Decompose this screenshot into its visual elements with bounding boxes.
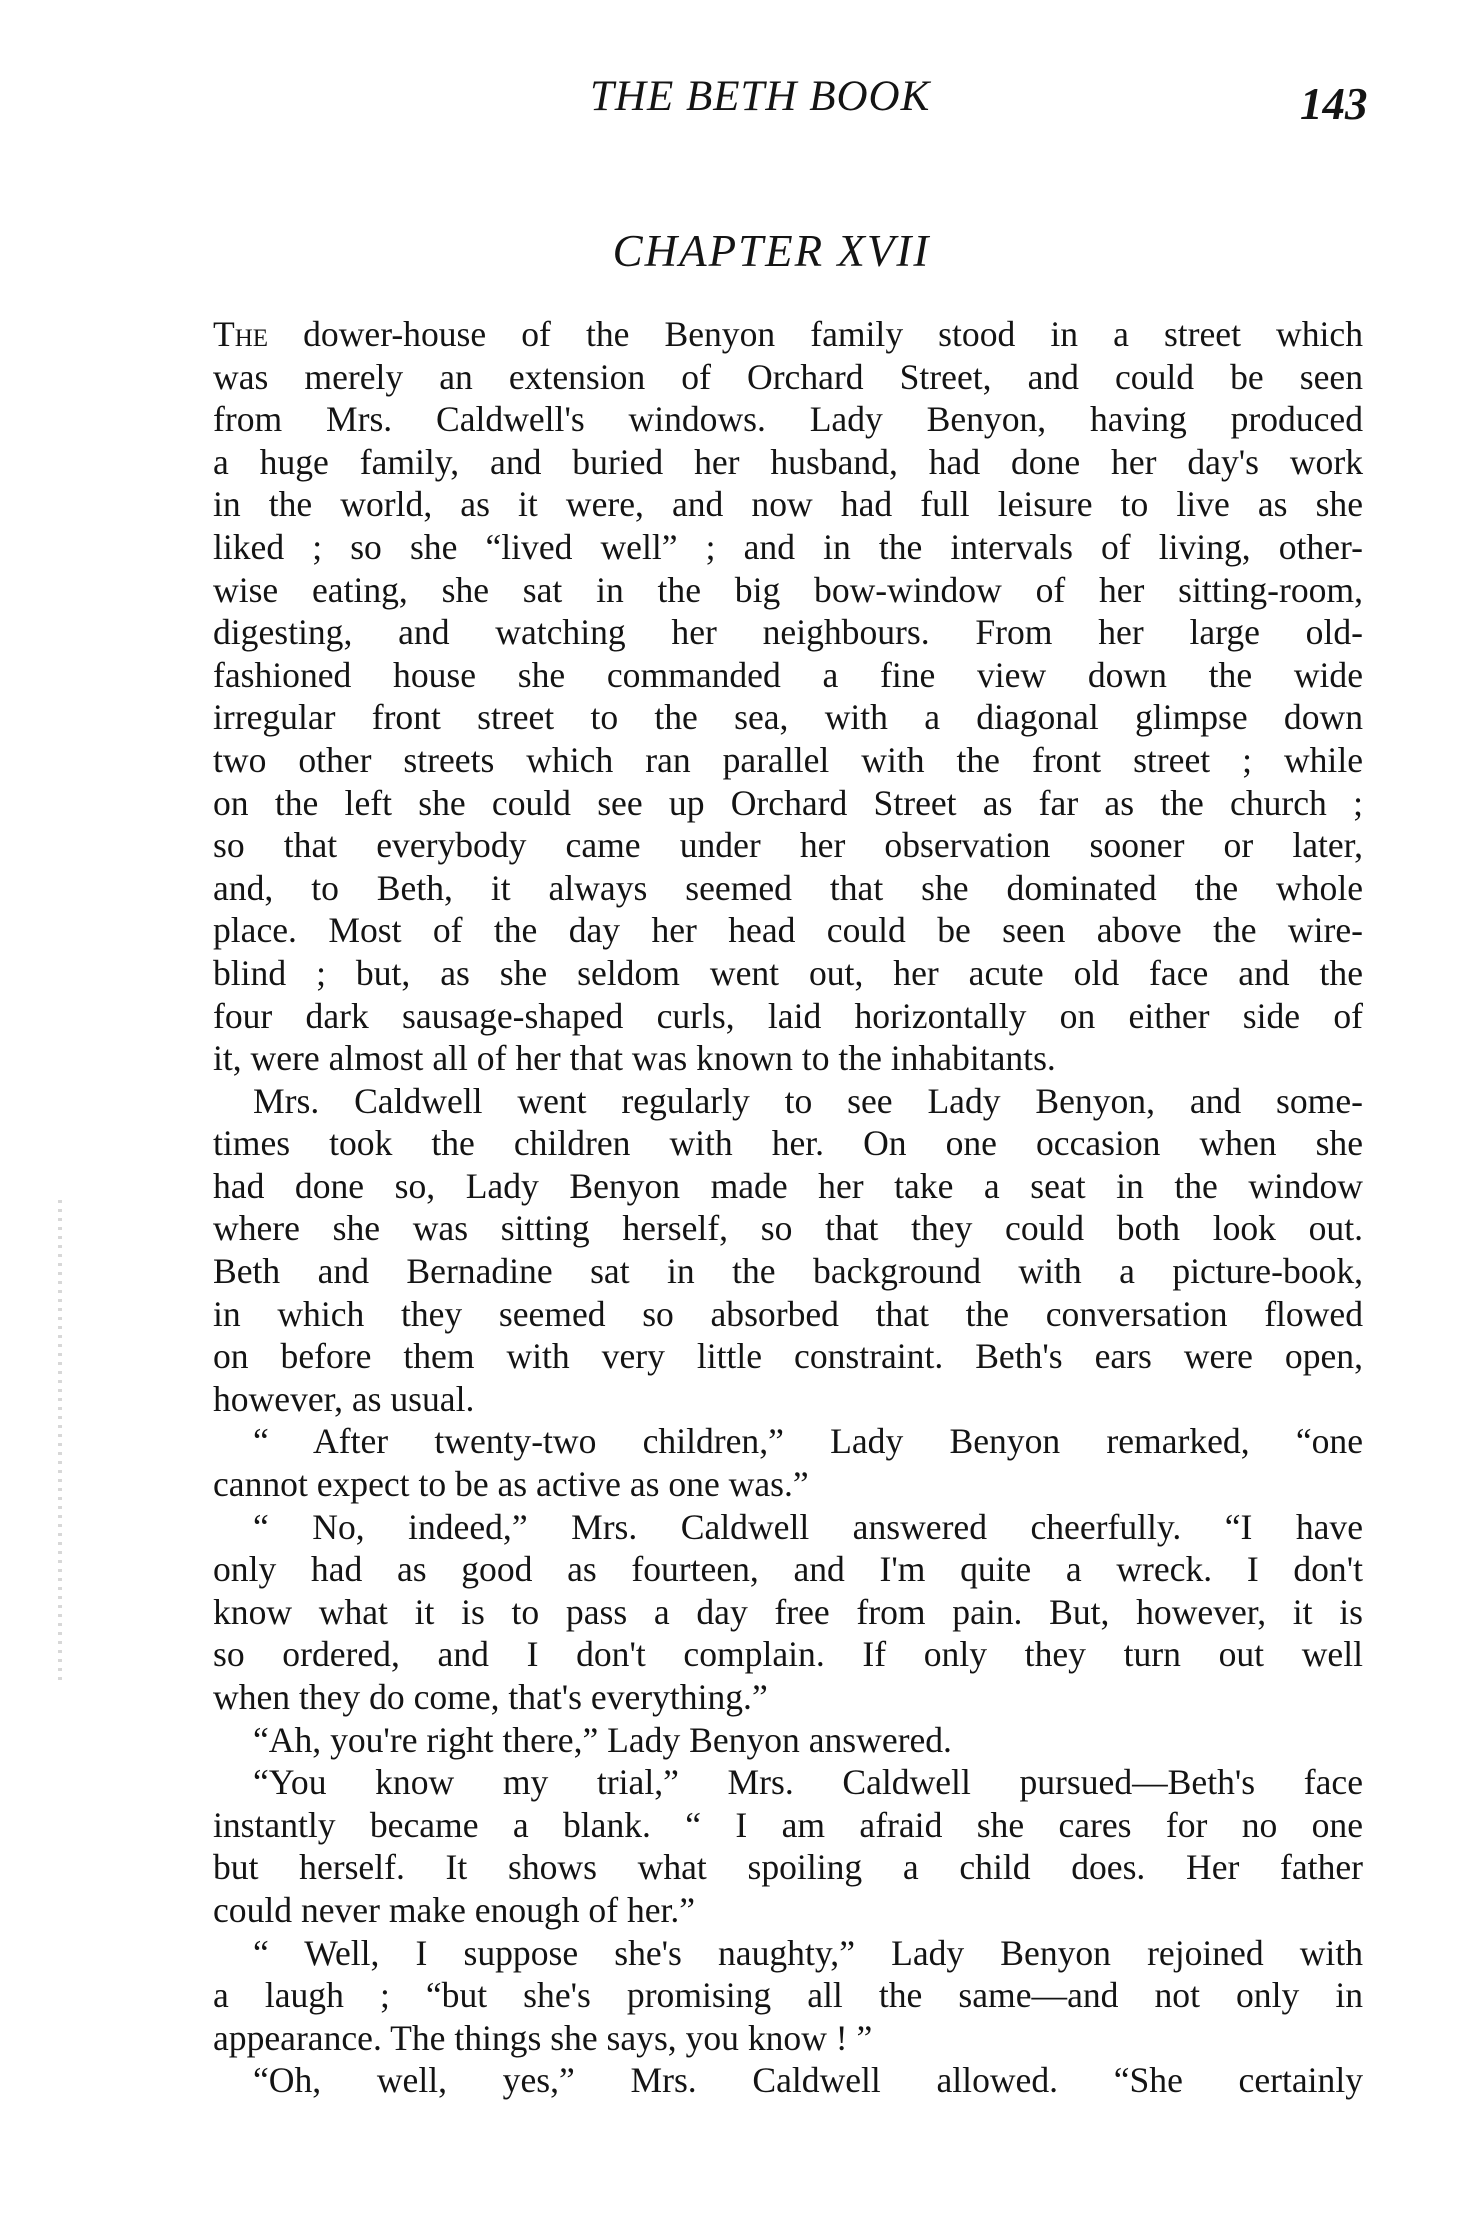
text-line: so that everybody came under her observation sooner or later, xyxy=(213,825,1363,866)
text-line: “ Well, I suppose she's naughty,” Lady Benyon rejoined with xyxy=(253,1932,1363,1973)
running-title: THE BETH BOOK xyxy=(590,73,931,120)
text-line: only had as good as fourteen, and I'm quite a wreck. I don't xyxy=(213,1549,1363,1590)
text-line: place. Most of the day her head could be seen above the wire- xyxy=(213,910,1363,951)
page-number: 143 xyxy=(1300,79,1368,129)
text-line: Mrs. Caldwell went regularly to see Lady Benyon, and some- xyxy=(253,1080,1363,1121)
text-line: digesting, and watching her neighbours. From her large old- xyxy=(213,612,1363,653)
text-line: fashioned house she commanded a fine view down the wide xyxy=(213,654,1363,695)
text-line: appearance. The things she says, you know ! ” xyxy=(213,2017,873,2058)
text-line: a laugh ; “but she's promising all the same—and not only in xyxy=(213,1975,1363,2016)
text-line: “Oh, well, yes,” Mrs. Caldwell allowed. “She certainly xyxy=(253,2060,1363,2101)
text-line: could never make enough of her.” xyxy=(213,1889,696,1930)
text-line: in the world, as it were, and now had full leisure to live as she xyxy=(213,484,1363,525)
text-line: blind ; but, as she seldom went out, her acute old face and the xyxy=(213,952,1363,993)
text-line: so ordered, and I don't complain. If only they turn out well xyxy=(213,1634,1363,1675)
text-line: “Ah, you're right there,” Lady Benyon answered. xyxy=(253,1719,952,1760)
text-line xyxy=(213,313,1363,356)
text-line: times took the children with her. On one occasion when she xyxy=(213,1123,1363,1164)
body-text xyxy=(213,313,1363,2102)
text-line: “ No, indeed,” Mrs. Caldwell answered cheerfully. “I have xyxy=(253,1506,1363,1547)
text-line: know what it is to pass a day free from pain. But, however, it is xyxy=(213,1591,1363,1632)
text-line: when they do come, that's everything.” xyxy=(213,1677,768,1717)
text-line: in which they seemed so absorbed that the conversation flowed xyxy=(213,1293,1363,1334)
text-line: from Mrs. Caldwell's windows. Lady Benyon, having produced xyxy=(213,399,1363,440)
text-line: cannot expect to be as active as one was.” xyxy=(213,1464,809,1505)
text-line: had done so, Lady Benyon made her take a seat in the window xyxy=(213,1165,1363,1206)
text-line: “ After twenty-two children,” Lady Benyon remarked, “one xyxy=(253,1421,1363,1462)
text-line: wise eating, she sat in the big bow-window of her sitting-room, xyxy=(213,569,1363,610)
text-line: irregular front street to the sea, with a diagonal glimpse down xyxy=(213,697,1363,738)
text-line: was merely an extension of Orchard Street, and could be seen xyxy=(213,356,1363,397)
text-line: however, as usual. xyxy=(213,1378,475,1419)
text-line: but herself. It shows what spoiling a child does. Her father xyxy=(213,1847,1363,1888)
text-line: four dark sausage-shaped curls, laid horizontally on either side of xyxy=(213,995,1363,1036)
text-line: Beth and Bernadine sat in the background with a picture-book, xyxy=(213,1251,1363,1292)
running-head xyxy=(0,72,1483,132)
text-line-content: dower-house of the Benyon family stood in a street which xyxy=(268,314,1363,354)
text-line: a huge family, and buried her husband, had done her day's work xyxy=(213,441,1363,482)
text-line: where she was sitting herself, so that they could both look out. xyxy=(213,1208,1363,1249)
text-line: liked ; so she “lived well” ; and in the intervals of living, other- xyxy=(213,526,1363,567)
text-line: instantly became a blank. “ I am afraid she cares for no one xyxy=(213,1804,1363,1845)
text-line: on before them with very little constraint. Beth's ears were open, xyxy=(213,1336,1363,1377)
text-line: it, were almost all of her that was known to the inhabitants. xyxy=(213,1038,1056,1079)
opening-word: The xyxy=(213,314,269,354)
text-line: and, to Beth, it always seemed that she dominated the whole xyxy=(213,867,1363,908)
text-line: “You know my trial,” Mrs. Caldwell pursued—Beth's face xyxy=(253,1762,1363,1803)
chapter-title: CHAPTER XVII xyxy=(612,226,931,276)
text-line: two other streets which ran parallel with the front street ; while xyxy=(213,739,1363,780)
text-line: on the left she could see up Orchard Street as far as the church ; xyxy=(213,782,1363,823)
binding-margin-shadow xyxy=(58,1200,62,1680)
